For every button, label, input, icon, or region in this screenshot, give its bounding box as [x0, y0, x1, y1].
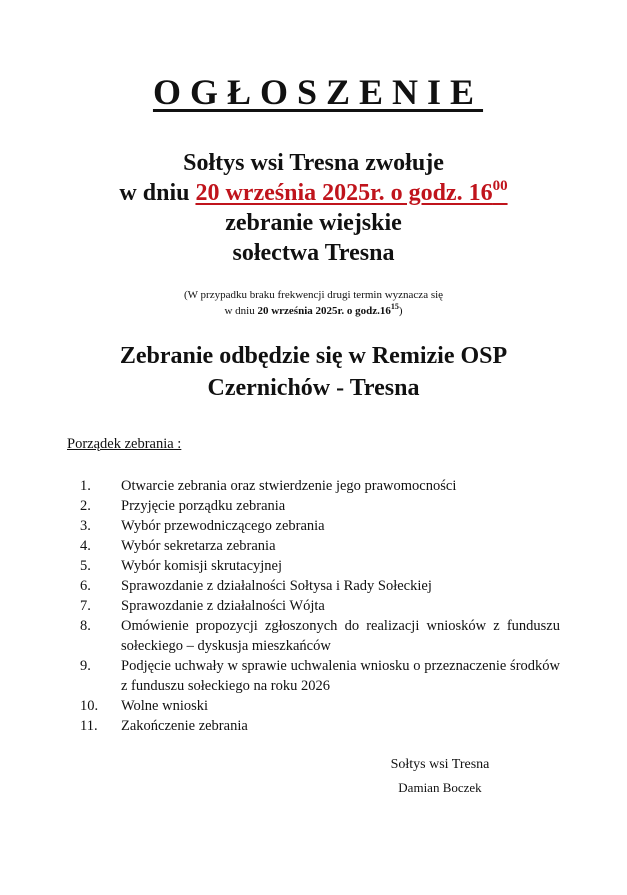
- note-date-prefix: w dniu: [224, 305, 258, 317]
- meeting-date-text: 20 września 2025r. o godz. 16: [195, 180, 493, 206]
- list-item: [80, 476, 560, 496]
- list-item: [80, 696, 560, 716]
- agenda-list: [80, 476, 560, 736]
- note-close-paren: ): [398, 305, 403, 317]
- item-text: Wolne wnioski: [121, 698, 209, 714]
- summons-line-2: [0, 178, 627, 208]
- item-text: Otwarcie zebrania oraz stwierdzenie jego prawomocności: [121, 478, 457, 494]
- item-text: Przyjęcie porządku zebrania: [121, 498, 286, 514]
- list-item: [80, 616, 560, 656]
- item-number: 8.: [80, 618, 91, 634]
- summons-line-1: Sołtys wsi Tresna zwołuje: [183, 150, 444, 176]
- list-item: [80, 556, 560, 576]
- note-line-2: [0, 303, 627, 319]
- item-text: Sprawozdanie z działalności Sołtysa i Rady Sołeckiej: [121, 578, 432, 594]
- item-text: Wybór komisji skrutacyjnej: [121, 558, 283, 574]
- summons-block: [0, 148, 627, 268]
- item-number: 11.: [80, 718, 98, 734]
- list-item: [80, 496, 560, 516]
- signature-name: Damian Boczek: [398, 780, 482, 795]
- signature-role: Sołtys wsi Tresna: [390, 757, 490, 772]
- item-text: Wybór przewodniczącego zebrania: [121, 518, 325, 534]
- item-number: 6.: [80, 578, 91, 594]
- second-term-date: [257, 302, 399, 317]
- item-number: 9.: [80, 658, 91, 674]
- announcement-title: [0, 72, 627, 112]
- venue-line-2: Czernichów - Tresna: [207, 375, 420, 401]
- summons-line-3: zebranie wiejskie: [225, 210, 402, 236]
- item-number: 5.: [80, 558, 91, 574]
- list-item: [80, 516, 560, 536]
- item-number: 10.: [80, 698, 99, 714]
- second-term-date-text: 20 września 2025r. o godz.16: [257, 305, 391, 317]
- signature-block: [360, 756, 520, 797]
- agenda-heading: Porządek zebrania :: [67, 436, 182, 452]
- title-text: OGŁOSZENIE: [152, 72, 484, 112]
- second-term-note: [0, 287, 627, 319]
- item-number: 7.: [80, 598, 91, 614]
- item-number: 3.: [80, 518, 91, 534]
- summons-date-prefix: w dniu: [119, 180, 196, 206]
- list-item: [80, 656, 560, 696]
- list-item: [80, 536, 560, 556]
- list-item: [80, 576, 560, 596]
- list-item: [80, 596, 560, 616]
- venue-block: [0, 340, 627, 404]
- item-text: Podjęcie uchwały w sprawie uchwalenia wniosku o przeznaczenie środków z funduszu sołeckiego na roku 2026: [121, 658, 560, 694]
- item-text: Sprawozdanie z działalności Wójta: [121, 598, 325, 614]
- item-text: Wybór sekretarza zebrania: [121, 538, 276, 554]
- summons-line-4: sołectwa Tresna: [232, 240, 395, 266]
- item-text: Omówienie propozycji zgłoszonych do realizacji wniosków z funduszu sołeckiego – dyskusja mieszkańców: [121, 618, 560, 654]
- item-text: Zakończenie zebrania: [121, 718, 248, 734]
- meeting-minutes: 00: [492, 178, 508, 194]
- venue-line-1: Zebranie odbędzie się w Remizie OSP: [119, 343, 508, 369]
- item-number: 2.: [80, 498, 91, 514]
- note-line-1: (W przypadku braku frekwencji drugi termin wyznacza się: [183, 289, 444, 301]
- list-item: [80, 716, 560, 736]
- item-number: 1.: [80, 478, 91, 494]
- item-number: 4.: [80, 538, 91, 554]
- meeting-date: [195, 180, 507, 206]
- second-term-minutes: 15: [390, 302, 399, 311]
